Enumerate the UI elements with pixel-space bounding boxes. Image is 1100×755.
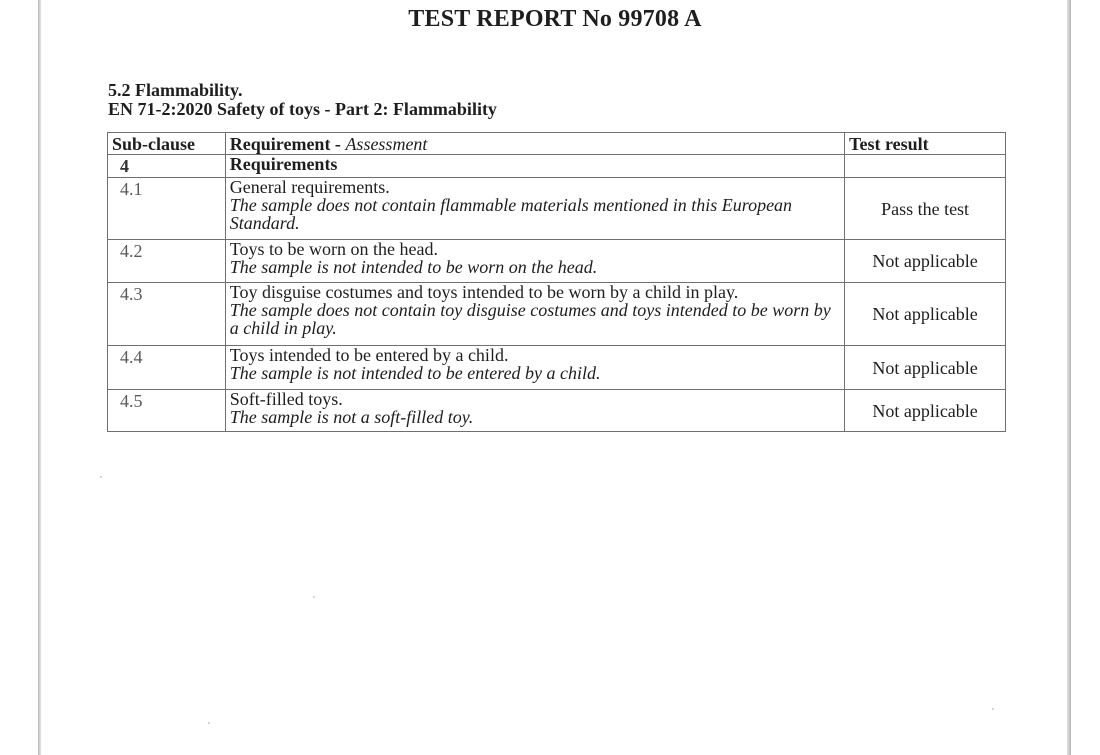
row-result: Not applicable: [845, 390, 1006, 432]
scan-speck: [100, 476, 102, 478]
row-assessment: The sample does not contain toy disguise costumes and toys intended to be worn by a child in play.: [229, 300, 831, 338]
row-assessment: The sample is not intended to be worn on the head.: [229, 257, 598, 277]
scan-speck: [992, 708, 994, 710]
row-requirement: General requirements.: [229, 177, 390, 197]
header-requirement-label: Requirement -: [229, 133, 346, 154]
row-requirement-cell: [225, 178, 844, 240]
row-assessment: The sample does not contain flammable materials mentioned in this European Standard.: [229, 195, 793, 233]
section-number-title: 5.2 Flammability.: [108, 80, 243, 100]
row-result: Not applicable: [845, 346, 1006, 390]
row-requirement: Toy disguise costumes and toys intended to be worn by a child in play.: [229, 282, 739, 302]
table-row: [108, 390, 1006, 432]
row-requirement-cell: [225, 240, 844, 283]
row-clause: 4.4: [108, 346, 226, 390]
row-requirement-cell: [225, 390, 844, 432]
table-group-row: [108, 155, 1006, 178]
header-subclause: Sub-clause: [108, 133, 226, 155]
row-clause: 4.3: [108, 283, 226, 346]
header-requirement: [225, 133, 844, 155]
group-number: 4: [108, 155, 226, 178]
row-requirement-cell: [225, 346, 844, 390]
scan-speck: [208, 722, 210, 724]
scan-speck: [313, 596, 315, 598]
table-row: [108, 283, 1006, 346]
requirements-table: [107, 132, 1006, 432]
row-assessment: The sample is not a soft-filled toy.: [229, 407, 474, 427]
row-clause: 4.5: [108, 390, 226, 432]
table-row: [108, 178, 1006, 240]
row-result: Pass the test: [845, 178, 1006, 240]
scan-page-edge-left: [38, 0, 41, 755]
row-requirement-cell: [225, 283, 844, 346]
row-assessment: The sample is not intended to be entered by a child.: [229, 363, 601, 383]
header-test-result: Test result: [845, 133, 1006, 155]
report-title: TEST REPORT No 99708 A: [408, 6, 702, 32]
row-result: Not applicable: [845, 240, 1006, 283]
header-assessment-label: Assessment: [345, 133, 428, 154]
group-label: Requirements: [225, 155, 844, 178]
row-clause: 4.2: [108, 240, 226, 283]
scan-page-edge-right: [1067, 0, 1071, 755]
group-result-empty: [845, 155, 1006, 178]
section-standard: EN 71-2:2020 Safety of toys - Part 2: Flammability: [108, 99, 497, 119]
row-clause: 4.1: [108, 178, 226, 240]
section-heading: [108, 81, 497, 119]
table-row: [108, 346, 1006, 390]
table-row: [108, 240, 1006, 283]
row-requirement: Toys intended to be entered by a child.: [229, 345, 509, 365]
row-requirement: Soft-filled toys.: [229, 389, 343, 409]
row-requirement: Toys to be worn on the head.: [229, 239, 438, 259]
table-header-row: [108, 133, 1006, 155]
row-result: Not applicable: [845, 283, 1006, 346]
